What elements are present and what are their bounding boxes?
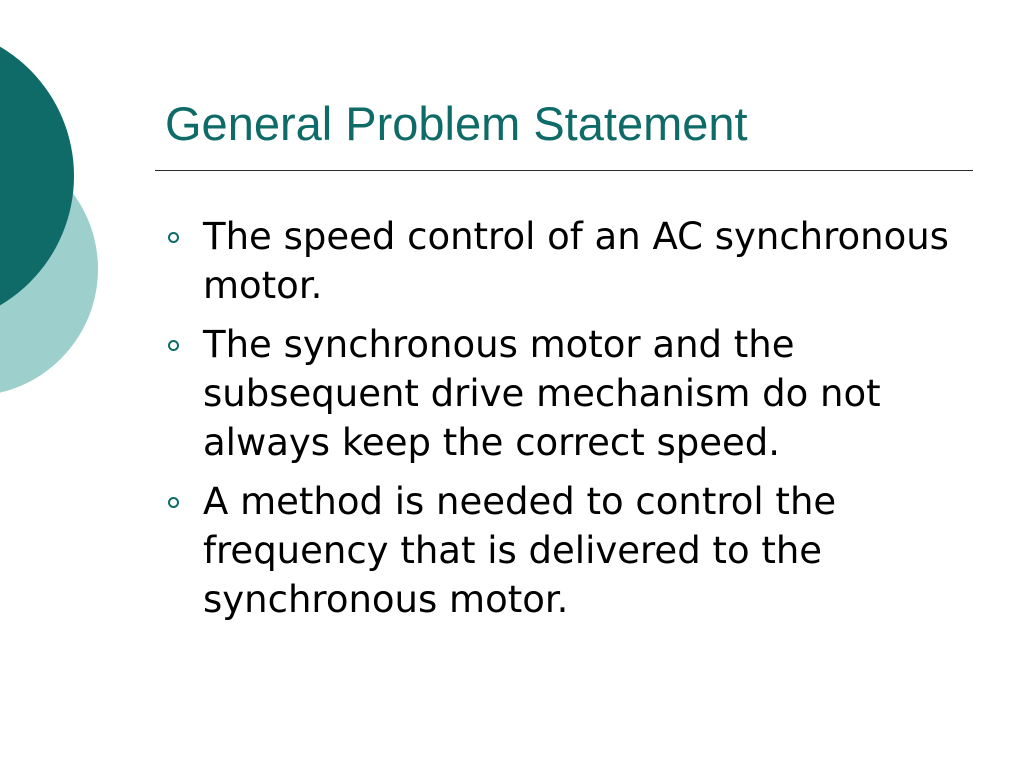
bullet-item	[165, 212, 985, 310]
bullet-text: The speed control of an AC synchronous motor.	[203, 215, 949, 307]
bullet-item	[165, 320, 985, 467]
bullet-text: The synchronous motor and the subsequent drive mechanism do not always keep the correct speed.	[203, 323, 881, 464]
bullet-text: A method is needed to control the frequency that is delivered to the synchronous motor.	[203, 480, 837, 621]
slide-title: General Problem Statement	[165, 97, 748, 150]
hollow-circle-icon	[168, 232, 179, 243]
hollow-circle-icon	[168, 497, 179, 508]
bullet-list	[165, 212, 985, 634]
title-divider	[155, 170, 973, 171]
bullet-item	[165, 477, 985, 624]
hollow-circle-icon	[168, 340, 179, 351]
